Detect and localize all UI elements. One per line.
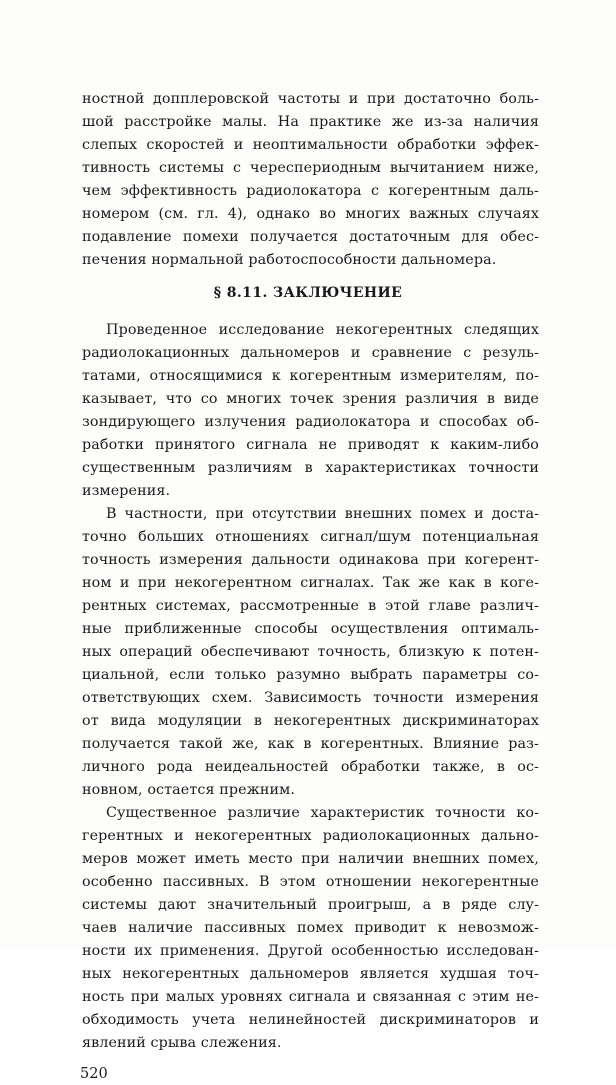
intro-line: подавление помехи получается достаточным для обес- <box>82 229 539 245</box>
intro-line: шой расстройке малы. На практике же из-за наличия <box>82 114 539 130</box>
paragraph-line: циальной, если только разумно выбрать параметры со- <box>82 667 539 683</box>
paragraph-line: от вида модуляции в некогерентных дискриминаторах <box>82 713 539 729</box>
paragraph-line: точно больших отношениях сигнал/шум потенциальная <box>82 529 539 545</box>
paragraph-line: существенным различиям в характеристиках точности <box>82 460 539 476</box>
paragraph-line: герентных и некогерентных радиолокационных дально- <box>82 828 539 844</box>
paragraph-line: Существенное различие характеристик точности ко- <box>106 805 539 821</box>
intro-line: ностной допплеровской частоты и при достаточно боль- <box>82 91 539 107</box>
paragraph-line: получается такой же, как в когерентных. Влияние раз- <box>82 736 539 752</box>
paragraph-line: работки принятого сигнала не приводят к каким-либо <box>82 437 539 453</box>
paragraph-line: ных некогерентных дальномеров является худшая точ- <box>82 966 539 982</box>
paragraph-line: чаев наличие пассивных помех приводит к невозмож- <box>82 920 539 936</box>
paragraph-line: зондирующего излучения радиолокатора и способах об- <box>82 414 539 430</box>
paragraph-line: ные приближенные способы осуществления оптималь- <box>82 621 539 637</box>
paragraph-line: радиолокационных дальномеров и сравнение с резуль- <box>82 345 539 361</box>
paragraph-line: ных операций обеспечивают точность, близкую к потен- <box>82 644 539 660</box>
paragraph-line: ность при малых уровнях сигнала и связанная с этим не- <box>82 989 539 1005</box>
page-number: 520 <box>80 1066 108 1082</box>
paragraph-line: меров может иметь место при наличии внешних помех, <box>82 851 539 867</box>
paragraph-line: обходимость учета нелинейностей дискриминаторов и <box>82 1012 539 1028</box>
paragraph-line: точность измерения дальности одинакова при когерент- <box>82 552 539 568</box>
intro-line: чем эффективность радиолокатора с когерентным даль- <box>82 183 539 199</box>
paragraph-line: казывает, что со многих точек зрения различия в виде <box>82 391 539 407</box>
intro-line: номером (см. гл. 4), однако во многих важных случаях <box>82 206 539 222</box>
paragraph-line: личного рода неидеальностей обработки также, в ос- <box>82 759 539 775</box>
section-heading: § 8.11. ЗАКЛЮЧЕНИЕ <box>213 285 403 301</box>
paragraph-line: рентных системах, рассмотренные в этой главе различ- <box>82 598 539 614</box>
intro-line: слепых скоростей и неоптимальности обработки эффек- <box>82 137 539 153</box>
paragraph-line: ности их применения. Другой особенностью исследован- <box>82 943 539 959</box>
paragraph-line: татами, относящимися к когерентным измерителям, по- <box>82 368 539 384</box>
intro-line: тивность системы с череспериодным вычитанием ниже, <box>82 160 539 176</box>
intro-line: печения нормальной работоспособности дальномера. <box>82 252 497 268</box>
paragraph-line: измерения. <box>82 483 171 499</box>
paragraph-line: ном и при некогерентном сигналах. Так же как в коге- <box>82 575 539 591</box>
paragraph-line: Проведенное исследование некогерентных следящих <box>106 322 539 338</box>
paragraph-line: В частности, при отсутствии внешних помех и доста- <box>106 506 539 522</box>
paragraph-line: особенно пассивных. В этом отношении некогерентные <box>82 874 539 890</box>
paragraph-line: системы дают значительный проигрыш, а в ряде слу- <box>82 897 539 913</box>
paragraph-line: новном, остается прежним. <box>82 782 296 798</box>
paragraph-line: явлений срыва слежения. <box>82 1035 282 1051</box>
paragraph-line: ответствующих схем. Зависимость точности измерения <box>82 690 539 706</box>
